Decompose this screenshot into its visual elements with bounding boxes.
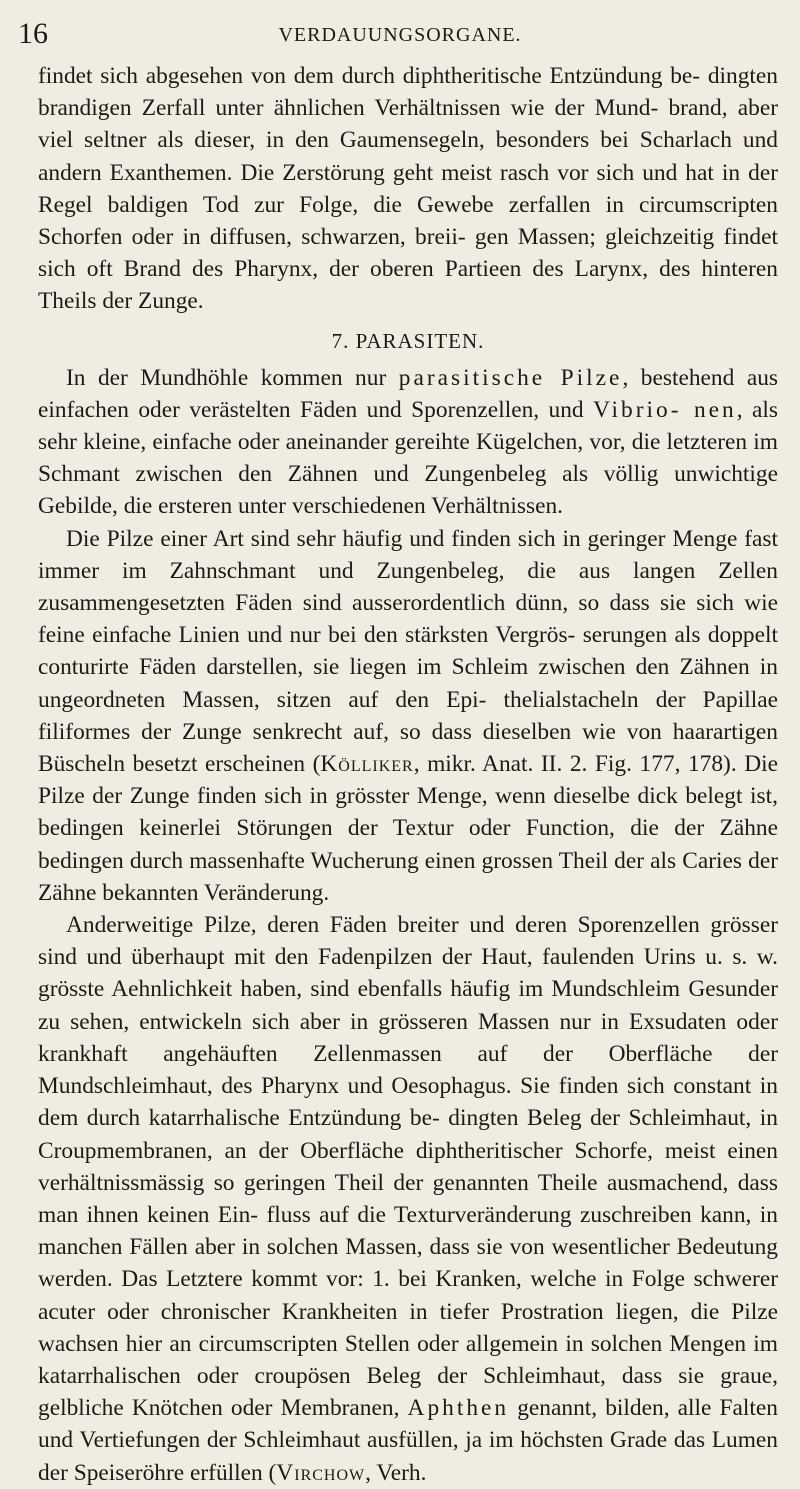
page-header <box>18 16 782 56</box>
emphasized-term: parasitische Pilze <box>398 364 623 391</box>
text-run: , als sehr kleine, einfache oder aneinander gereihte Kügelchen, vor, die letzteren im Schmant zwischen den Zähnen und Zungenbeleg als völlig unwichtige Gebilde, die ersteren unter verschiedenen Verhältnissen. <box>38 396 778 520</box>
text-run: In der Mundhöhle kommen nur <box>66 364 399 391</box>
page-number: 16 <box>18 17 48 50</box>
running-title: VERDAUUNGSORGANE. <box>278 24 522 46</box>
author-name: Kölliker <box>320 751 414 778</box>
paragraph-fungi-common <box>38 523 778 909</box>
author-name: Virchow <box>276 1459 366 1486</box>
paragraph-intro: findet sich abgesehen von dem durch diphtheritische Entzündung be- dingten brandigen Zerfall unter ähnlichen Verhältnissen wie der Mund- brand, aber viel seltner als dieser, in den Gaumensegeln, besonders bei Scharlach und andern Exanthemen. Die Zerstörung geht meist rasch vor sich und hat in der Regel baldigen Tod zur Folge, die Gewebe zerfallen in circumscripten Schorfen oder in diffusen, schwarzen, breii- gen Massen; gleichzeitig findet sich oft Brand des Pharynx, der oberen Partieen des Larynx, des hinteren Theils der Zunge. <box>38 63 778 315</box>
text-run: genannt, bilden, alle Falten und Vertiefungen der Schleimhaut ausfüllen, ja im höchsten Grade das Lumen der Speiseröhre erfüllen ( <box>38 1395 778 1486</box>
page-body <box>38 60 778 1489</box>
text-run: Die Pilze einer Art sind sehr häufig und finden sich in geringer Menge fast immer im Zahnschmant und Zungenbeleg, die aus langen Zellen zusammengesetzten Fäden sind ausserordentlich dünn, so dass sie sich wie feine einfache Linien und nur bei den stärksten Vergrös- serungen als doppelt conturirte Fäden darstellen, sie liegen im Schleim zwischen den Zähnen in ungeordneten Massen, sitzen auf den Epi- thelialstacheln der Papillae filiformes der Zunge senkrecht auf, so dass dieselben wie von haarartigen Büscheln besetzt erscheinen ( <box>38 525 778 778</box>
text-run: , mikr. Anat. II. 2. Fig. 177, 178). Die Pilze der Zunge finden sich in grösster Menge, wenn dieselbe dick belegt ist, bedingen keinerlei Störungen der Textur oder Function, die der Zähne bedingen durch massenhafte Wucherung einen grossen Theil der als Caries der Zähne bekannten Veränderung. <box>38 751 778 906</box>
emphasized-term: Aphthen <box>407 1395 510 1422</box>
text-run: , bestehend aus einfachen oder verästelten Fäden und Sporenzellen, und <box>38 364 778 423</box>
emphasized-term: Vibrio- nen <box>593 396 737 423</box>
paragraph-parasites <box>38 362 778 523</box>
paragraph-fungi-other <box>38 909 778 1489</box>
section-title: 7. PARASITEN. <box>331 328 485 353</box>
text-run: , Verh. <box>365 1459 427 1486</box>
text-run: Anderweitige Pilze, deren Fäden breiter und deren Sporenzellen grösser sind und überhaupt mit den Fadenpilzen der Haut, faulenden Urins u. s. w. grösste Aehnlichkeit haben, sind ebenfalls häufig im Mundschleim Gesunder zu sehen, entwickeln sich aber in grösseren Massen nur in Exsudaten oder krankhaft angehäuften Zellenmassen auf der Oberfläche der Mundschleimhaut, des Pharynx und Oesophagus. Sie finden sich constant in dem durch katarrhalische Entzündung be- dingten Beleg der Schleimhaut, in Croupmembranen, an der Oberfläche diphtheritischer Schorfe, meist einen verhältnissmässig so geringen Theil der genannten Theile ausmachend, dass man ihnen keinen Ein- fluss auf die Texturveränderung zuschreiben kann, in manchen Fällen aber in solchen Massen, dass sie von wesentlicher Bedeutung werden. Das Letztere kommt vor: 1. bei Kranken, welche in Folge schwerer acuter oder chronischer Krankheiten in tiefer Prostration liegen, die Pilze wachsen hier an circumscripten Stellen oder allgemein in solchen Mengen im katarrhalischen oder croupösen Beleg der Schleimhaut, dass sie graue, gelbliche Knötchen oder Membranen, <box>38 912 778 1422</box>
